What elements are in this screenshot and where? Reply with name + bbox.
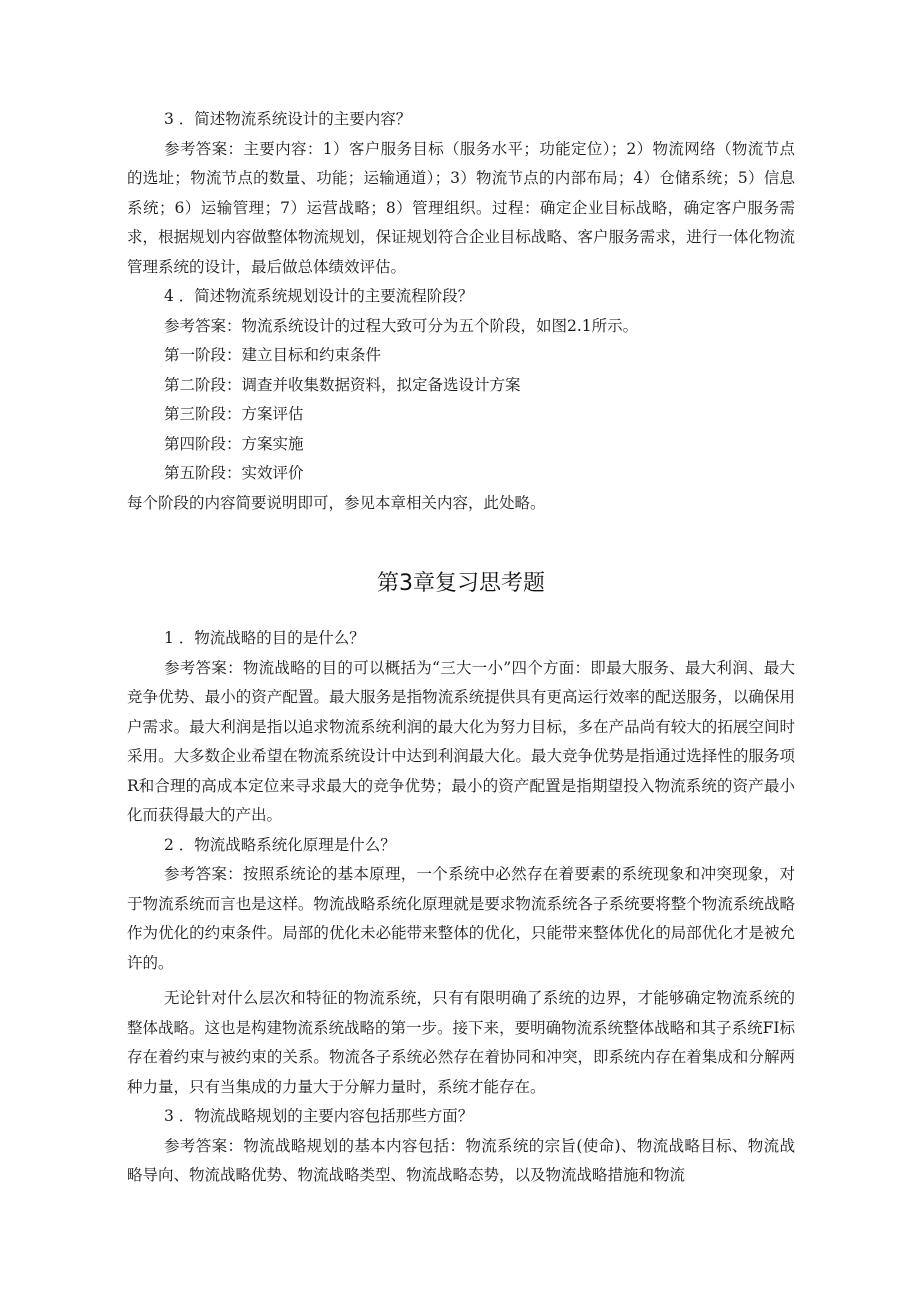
section-chapter-2-answers (127, 105, 795, 518)
stage-1-line: 第一阶段：建立目标和约束条件 (164, 346, 382, 364)
stage-2-line: 第二阶段：调查并收集数据资料，拟定备选设计方案 (164, 375, 521, 394)
chapter-3-title: 第3章复习思考题 (377, 571, 545, 596)
question-4-title: 4 ．简述物流系统规划设计的主要流程阶段？ (164, 287, 474, 305)
ch3-question-2-title: 2 ．物流战略系统化原理是什么？ (164, 835, 396, 854)
ch3-question-1-title: 1 ．物流战略的目的是什么？ (164, 629, 365, 647)
stage-5-line: 第五阶段：实效评价 (164, 464, 304, 482)
stage-3-line: 第三阶段：方案评估 (164, 405, 304, 423)
question-3-title: 3 ．简述物流系统设计的主要内容？ (164, 110, 412, 128)
closing-note: 每个阶段的内容简要说明即可，参见本章相关内容，此处略。 (127, 493, 546, 512)
ch3-answer-1-paragraph: 参考答案：物流战略的目的可以概括为“三大一小”四个方面：即最大服务、最大利润、最大竞争优势、最小的资产配置。最大服务是指物流系统提供具有更高运行效率的配送服务，以确保用户需求。最大利润是指以追求物流系统利润的最大化为努力目标，多在产品尚有较大的拓展空间时采用。大多数企业希望在物流系统设计中达到利润最大化。最大竞争优势是指通过选择性的服务项R和合理的高成本定位来寻求最大的竞争优势；最小的资产配置是指期望投入物流系统的资产最小化而获得最大的产出。 (127, 658, 795, 824)
stage-4-line: 第四阶段：方案实施 (164, 434, 304, 453)
document-page (127, 105, 795, 1191)
ch3-answer-3-paragraph: 参考答案：物流战略规划的基本内容包括：物流系统的宗旨(使命)、物流战略目标、物流战略导向、物流战略优势、物流战略类型、物流战略态势，以及物流战略措施和物流 (127, 1136, 795, 1184)
section-chapter-3-answers (127, 624, 795, 1191)
ch3-answer-2-continuation: 无论针对什么层次和特征的物流系统，只有有限明确了系统的边界，才能够确定物流系统的整体战略。这也是构建物流系统战略的第一步。接下来，要明确物流系统整体战略和其子系统FI标存在着约束与被约束的关系。物流各子系统必然存在着协同和冲突，即系统内存在着集成和分解两种力量，只有当集成的力量大于分解力量时，系统才能存在。 (127, 989, 795, 1096)
answer-3-paragraph: 参考答案：主要内容：1）客户服务目标（服务水平；功能定位）；2）物流网络（物流节点的选址；物流节点的数量、功能；运输通道）；3）物流节点的内部布局；4）仓储系统；5）信息系统；6）运输管理；7）运营战略；8）管理组织。过程：确定企业目标战略，确定客户服务需求，根据规划内容做整体物流规划，保证规划符合企业目标战略、客户服务需求，进行一体化物流管理系统的设计，最后做总体绩效评估。 (127, 139, 795, 276)
ch3-question-3-title: 3 ．物流战略规划的主要内容包括那些方面？ (164, 1107, 474, 1125)
answer-4-paragraph: 参考答案：物流系统设计的过程大致可分为五个阶段，如图2.1所示。 (164, 316, 639, 335)
ch3-answer-2-paragraph: 参考答案：按照系统论的基本原理，一个系统中必然存在着要素的系统现象和冲突现象，对于物流系统而言也是这样。物流战略系统化原理就是要求物流系统各子系统要将整个物流系统战略作为优化的约束条件。局部的优化未必能带来整体的优化，只能带来整体优化的局部优化才是被允许的。 (127, 865, 795, 972)
